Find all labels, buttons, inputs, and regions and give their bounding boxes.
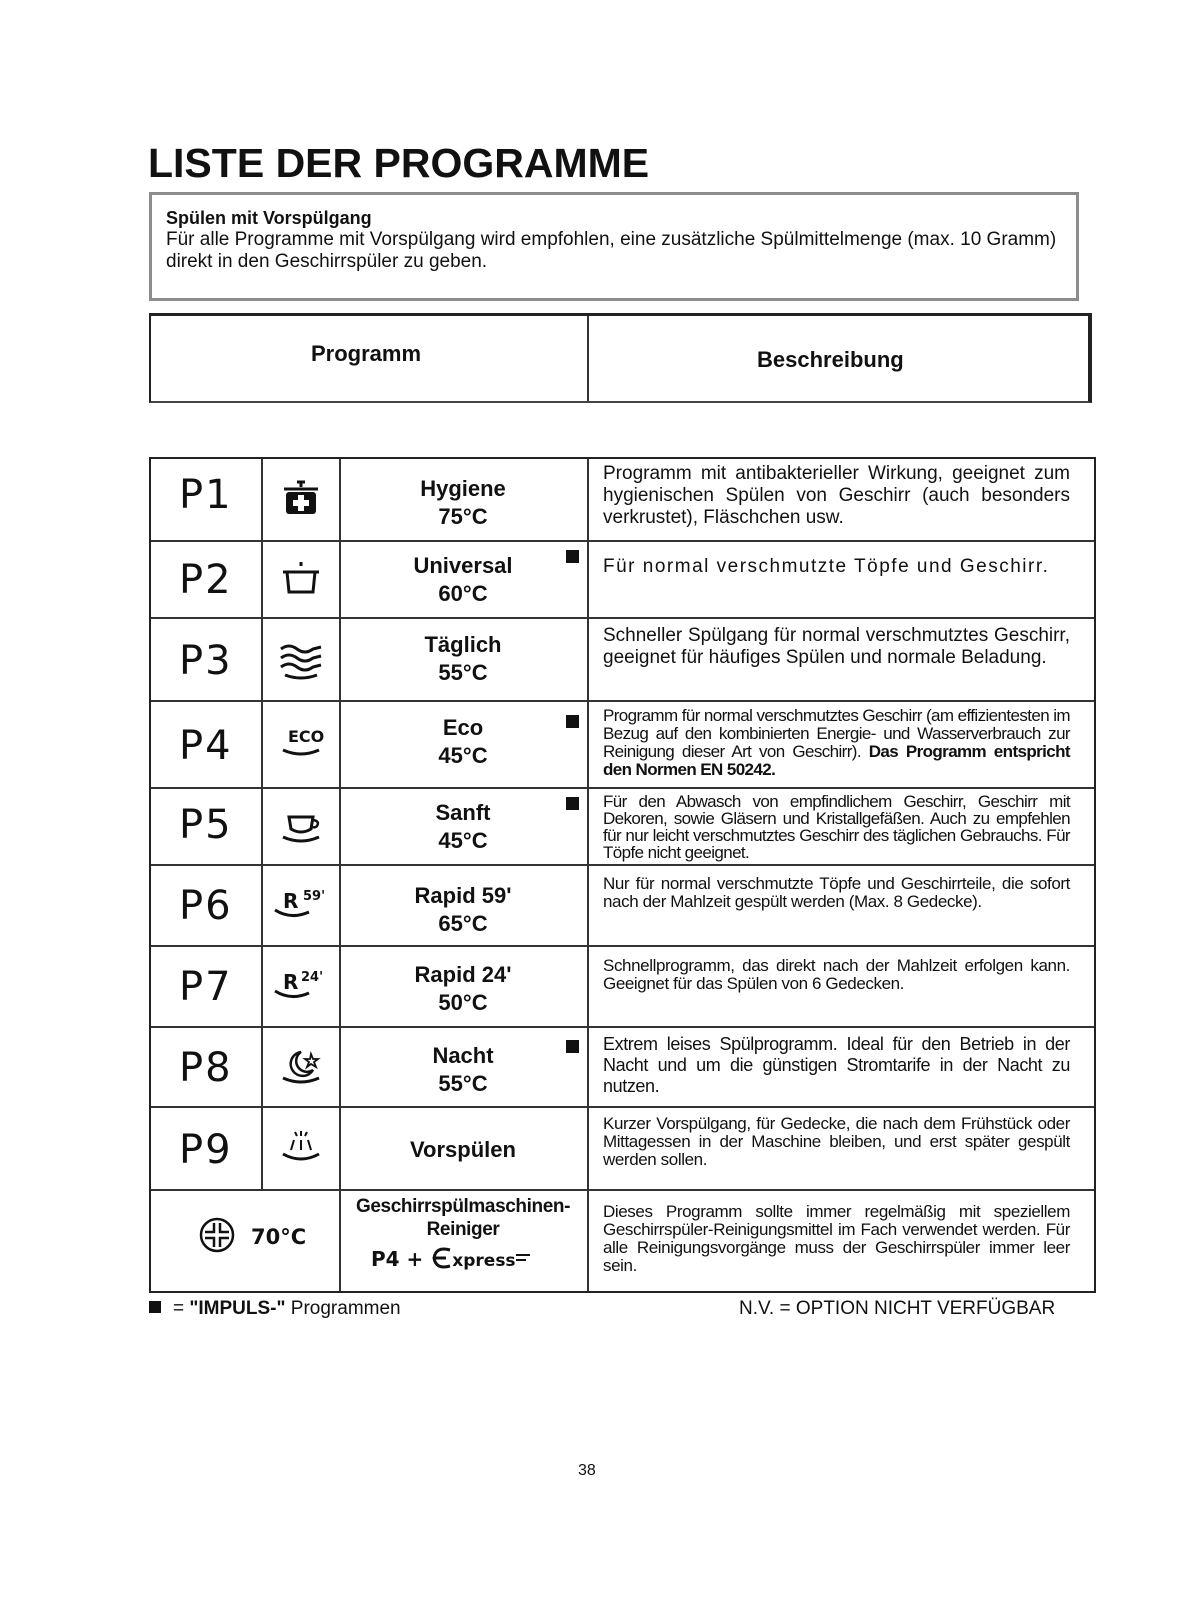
program-temp: 75°C [438, 504, 488, 529]
prewash-note-box [149, 192, 1079, 301]
program-description: Schnellprogramm, das direkt nach der Mahlzeit erfolgen kann. Geeignet für das Spülen von 6 Gedecken. [603, 956, 1070, 993]
program-code: P4 [179, 723, 233, 769]
program-temp: 50°C [438, 990, 488, 1015]
program-name: Vorspülen [410, 1137, 516, 1162]
program-row-p6 [151, 866, 1094, 947]
program-name: Universal [413, 553, 513, 578]
svg-text:24': 24' [301, 970, 324, 985]
program-description [603, 707, 1070, 779]
legend-impuls-suffix: Programmen [285, 1298, 401, 1319]
note-heading: Spülen mit Vorspülgang [166, 208, 372, 228]
program-row-p9 [151, 1108, 1094, 1191]
svg-text:ECO: ECO [288, 727, 325, 746]
program-name: Eco [442, 715, 484, 740]
program-description: Nur für normal verschmutzte Töpfe und Geschirrteile, die sofort nach der Mahlzeit gespült werden (Max. 8 Gedecke). [603, 874, 1070, 911]
daily-waves-icon [275, 641, 327, 681]
program-code: P2 [179, 557, 233, 603]
program-description-text: Programm für normal verschmutztes Geschirr (am effizientesten im Bezug auf den kombinierten Energie- und Wasserverbrauch zur Reinigung dieser Art von Geschirr). [603, 706, 1070, 761]
cleaner-combo-suffix: xpress [452, 1251, 516, 1271]
impuls-marker [566, 550, 579, 563]
header-description: Beschreibung [757, 347, 904, 372]
svg-text:R: R [283, 889, 299, 913]
table-header [149, 313, 1092, 403]
page-number: 38 [578, 1462, 596, 1479]
express-e-icon [430, 1246, 452, 1270]
program-name: Nacht [432, 1043, 494, 1068]
cleaner-icon-cell [151, 1191, 341, 1291]
prewash-icon [275, 1128, 327, 1168]
eco-icon [275, 724, 327, 764]
program-code: P3 [179, 638, 233, 684]
rapid-24-icon [271, 967, 335, 1007]
program-code: P5 [179, 802, 233, 848]
program-row-p3 [151, 619, 1094, 702]
program-code: P8 [179, 1045, 233, 1091]
program-code: P7 [179, 964, 233, 1010]
program-description: Programm mit antibakterieller Wirkung, geeignet zum hygienischen Spülen von Geschirr (auch besonders verkrustet), Fläschchen usw. [603, 463, 1070, 528]
cleaner-combo [371, 1246, 532, 1271]
page-title: LISTE DER PROGRAMME [148, 140, 650, 186]
impuls-marker [566, 715, 579, 728]
program-name: Hygiene [420, 476, 506, 501]
program-temp: 55°C [438, 1071, 488, 1096]
program-table [149, 457, 1096, 1293]
program-temp: 55°C [438, 660, 488, 685]
program-description: Extrem leises Spülprogramm. Ideal für den Betrieb in der Nacht und um die günstigen Stromtarife in der Nacht zu nutzen. [603, 1034, 1070, 1096]
nv-legend: N.V. = OPTION NICHT VERFÜGBAR [739, 1298, 1056, 1319]
program-description: Kurzer Vorspülgang, für Gedecke, die nach dem Frühstück oder Mittagessen in der Maschine bleiben, und erst später gespült werden sollen. [603, 1114, 1070, 1169]
program-row-p7 [151, 947, 1094, 1028]
program-row-p2 [151, 542, 1094, 619]
svg-text:R: R [283, 970, 299, 994]
program-description: Für den Abwasch von empfindlichem Geschirr, Geschirr mit Dekoren, sowie Gläsern und Kristallgefäßen. Auch zu empfehlen für nur leicht verschmutztes Geschirr des täglichen Gebrauchs. Für Töpfe nicht geeignet. [603, 792, 1070, 862]
cup-icon [275, 807, 327, 847]
program-row-p8 [151, 1028, 1094, 1108]
cleaner-description: Dieses Programm sollte immer regelmäßig mit speziellem Geschirrspüler-Reinigungsmittel im Fach verwendet werden. Für alle Reinigungsvorgänge muss der Geschirrspüler immer leer sein. [603, 1202, 1070, 1275]
night-moon-icon [275, 1048, 327, 1088]
program-row-p4 [151, 702, 1094, 789]
pot-icon [275, 558, 327, 598]
program-temp: 65°C [438, 911, 488, 936]
cleaner-icon [197, 1215, 237, 1255]
cleaner-name-line2: Reiniger [426, 1219, 500, 1240]
impuls-marker-icon [149, 1301, 161, 1313]
program-temp: 45°C [438, 828, 488, 853]
impuls-legend [149, 1298, 401, 1320]
speed-lines-icon [516, 1252, 532, 1266]
program-temp: 60°C [438, 581, 488, 606]
header-program: Programm [311, 341, 422, 366]
program-name: Täglich [424, 632, 502, 657]
cleaner-temp: 70°C [251, 1225, 307, 1249]
cleaner-name-line1: Geschirrspülmaschinen- [356, 1196, 570, 1217]
impuls-marker [566, 797, 579, 810]
program-name: Rapid 59' [414, 883, 512, 908]
program-name: Sanft [435, 800, 491, 825]
hygiene-pot-icon [275, 479, 327, 519]
program-row-p1 [151, 459, 1094, 542]
legend-impuls-label: "IMPULS-" [189, 1298, 286, 1319]
note-text: Für alle Programme mit Vorspülgang wird empfohlen, eine zusätzliche Spülmittelmenge (max. 10 Gramm) direkt in den Geschirrspüler zu geben. [166, 229, 1057, 272]
rapid-59-icon [271, 886, 335, 926]
cleaner-combo-prefix: P4 + [371, 1247, 431, 1271]
program-name: Rapid 24' [414, 962, 512, 987]
cleaner-row [151, 1191, 1094, 1291]
program-description: Für normal verschmutzte Töpfe und Geschirr. [603, 556, 1050, 577]
legend-equals: = [173, 1298, 185, 1319]
program-description-norm: Das Programm entspricht den Normen EN 50242. [603, 742, 1070, 779]
program-code: P9 [179, 1127, 233, 1173]
program-code: P6 [179, 883, 233, 929]
program-code: P1 [179, 472, 233, 518]
program-row-p5 [151, 789, 1094, 866]
program-description: Schneller Spülgang für normal verschmutztes Geschirr, geeignet für häufiges Spülen und normale Beladung. [603, 625, 1070, 668]
svg-text:59': 59' [303, 889, 326, 904]
header-divider [587, 316, 589, 401]
program-temp: 45°C [438, 743, 488, 768]
impuls-marker [566, 1040, 579, 1053]
